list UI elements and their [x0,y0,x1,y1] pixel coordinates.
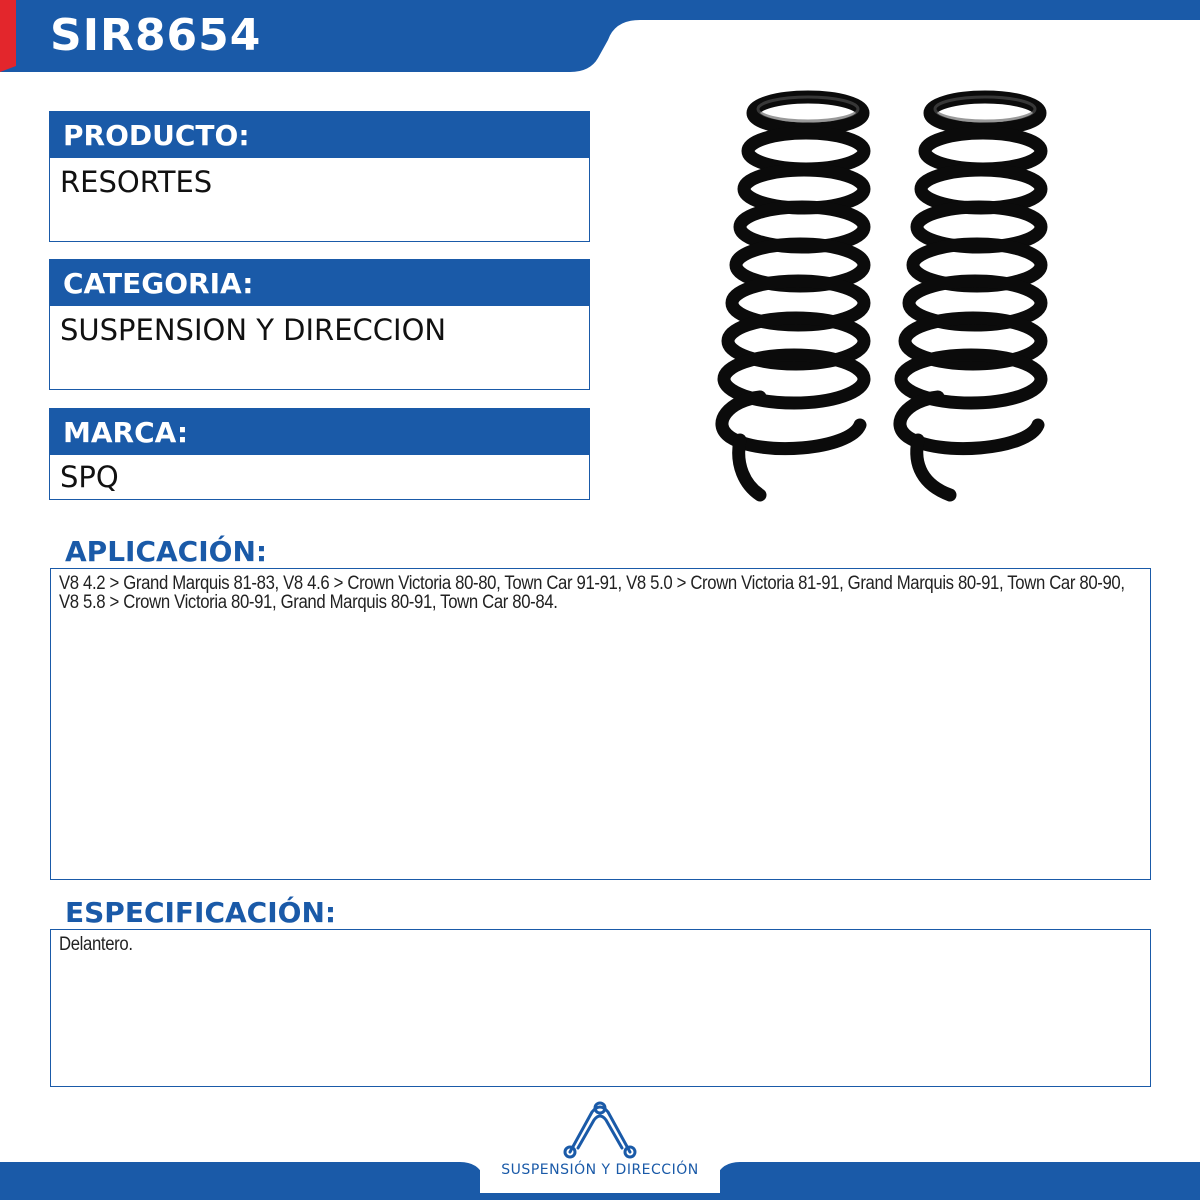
application-title: APLICACIÓN: [65,535,268,568]
footer-label: SUSPENSIÓN Y DIRECCIÓN [501,1162,699,1178]
product-field [49,111,590,242]
specification-title: ESPECIFICACIÓN: [65,896,337,929]
brand-value: SPQ [60,460,119,494]
brand-label: MARCA: [50,409,589,455]
specification-box [50,929,1151,1087]
specification-text: Delantero. [59,934,133,955]
category-field [49,259,590,390]
category-label: CATEGORIA: [50,260,589,306]
application-box [50,568,1151,880]
application-text: V8 4.2 > Grand Marquis 81-83, V8 4.6 > Crown Victoria 80-80, Town Car 91-91, V8 5.0 > Crown Victoria 81-91, Grand Marquis 80-91, Town Car 80-90, V8 5.8 > Crown Victoria 80-91, Grand Marquis 80-91, Town Car 80-84. [59,573,1125,613]
coil-springs-icon [700,85,1080,515]
control-arm-icon [562,1098,638,1160]
product-sku: SIR8654 [50,10,262,61]
product-label: PRODUCTO: [50,112,589,158]
brand-field [49,408,590,500]
category-value: SUSPENSION Y DIRECCION [60,313,447,347]
product-value: RESORTES [60,165,213,199]
